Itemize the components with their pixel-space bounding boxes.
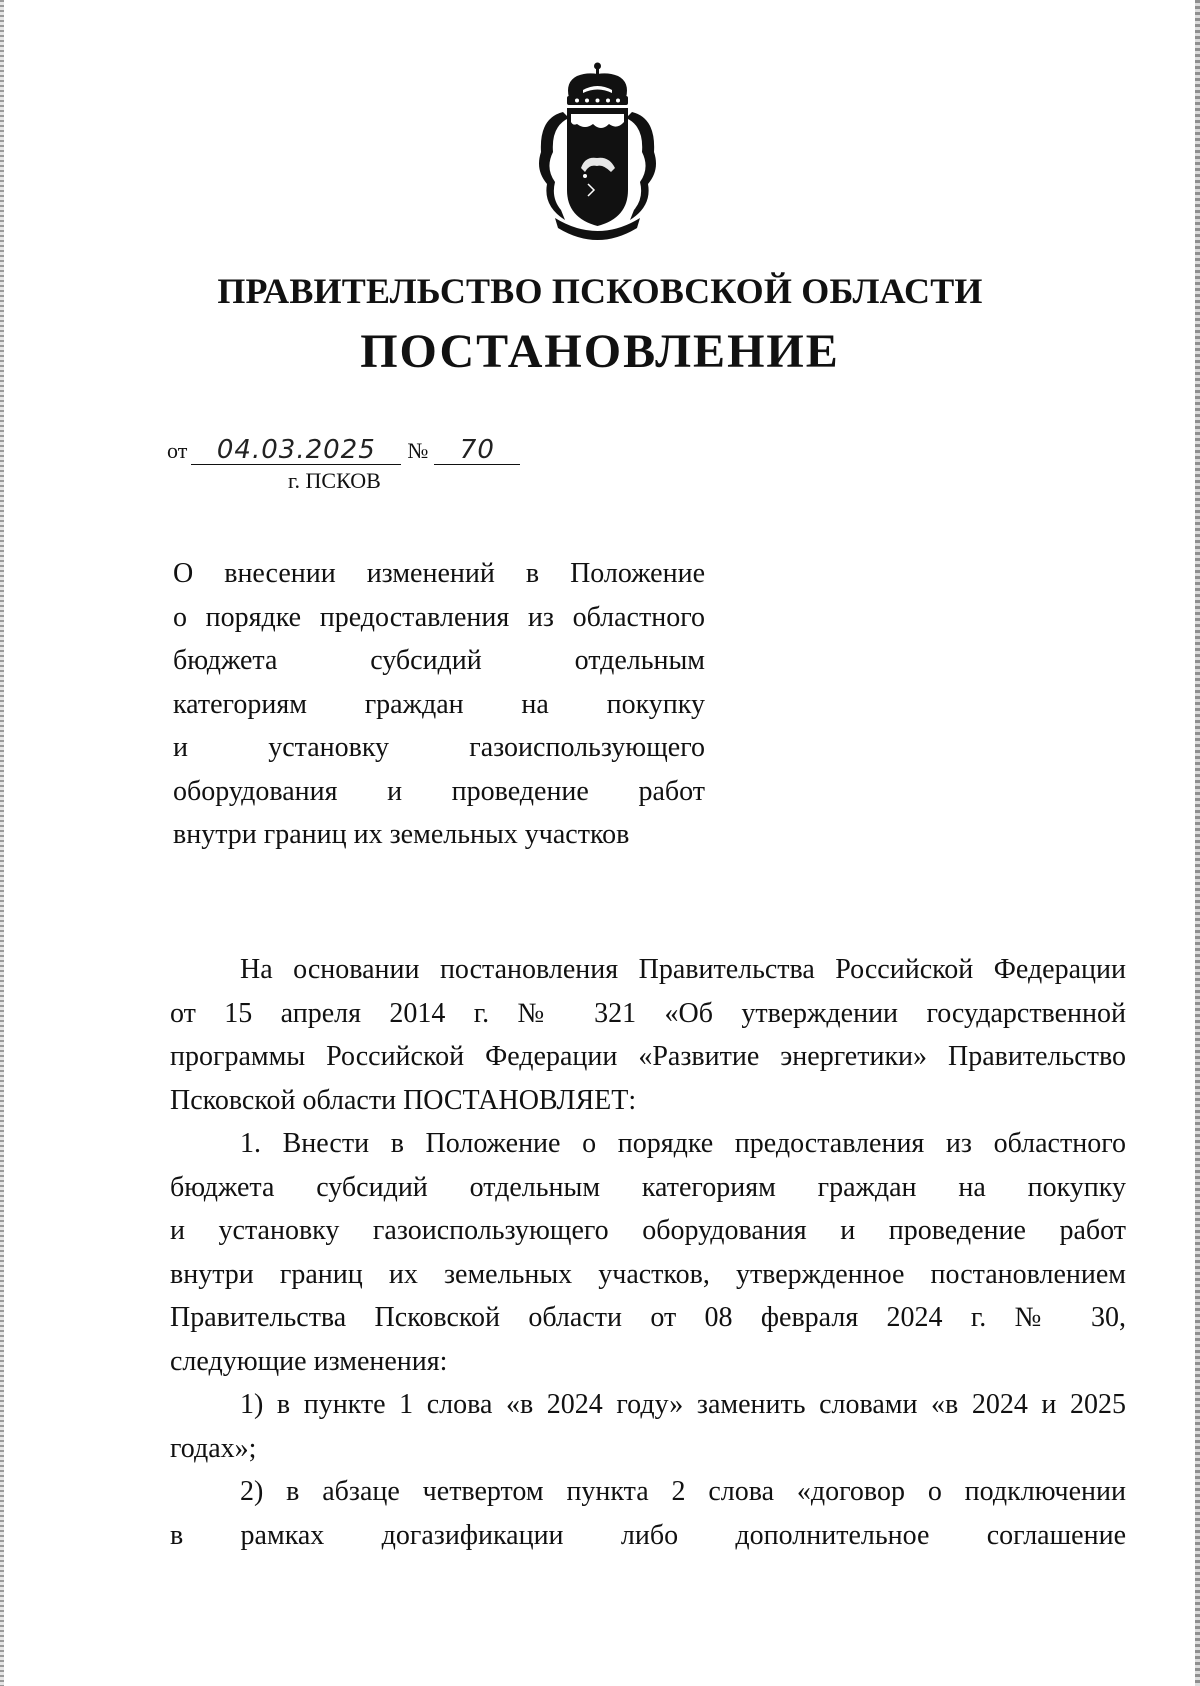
date-number-line	[167, 436, 520, 465]
coat-of-arms-emblem	[525, 60, 670, 240]
subject-line: оборудования и проведение работ	[173, 775, 705, 807]
body-line: Псковской области ПОСТАНОВЛЯЕТ:	[170, 1084, 637, 1116]
handwritten-date-field: 04.03.2025	[191, 436, 401, 465]
body-line: 1) в пункте 1 слова «в 2024 году» заменить словами «в 2024 и 2025	[240, 1389, 1126, 1420]
body-line: бюджета субсидий отдельным категориям граждан на покупку	[170, 1171, 1126, 1203]
subject-line: внутри границ их земельных участков	[173, 819, 630, 850]
body-line: программы Российской Федерации «Развитие энергетики» Правительство	[170, 1041, 1126, 1072]
subitem-2-paragraph	[170, 1470, 1126, 1557]
city-label: г. ПСКОВ	[288, 468, 381, 493]
organization-title: ПРАВИТЕЛЬСТВО ПСКОВСКОЙ ОБЛАСТИ	[217, 271, 983, 311]
body-line: внутри границ их земельных участков, утвержденное постановлением	[170, 1258, 1126, 1290]
item-1-paragraph	[170, 1122, 1126, 1383]
subitem-1-paragraph	[170, 1383, 1126, 1470]
body-line: следующие изменения:	[170, 1345, 448, 1377]
body-line: в рамках догазификации либо дополнительное соглашение	[170, 1519, 1126, 1551]
body-line: Правительства Псковской области от 08 февраля 2024 г. № 30,	[170, 1302, 1126, 1333]
body-line: 2) в абзаце четвертом пункта 2 слова «договор о подключении	[240, 1476, 1126, 1507]
body-line: На основании постановления Правительства Российской Федерации	[240, 954, 1126, 985]
subject-line: категориям граждан на покупку	[173, 688, 705, 720]
from-label: от	[167, 438, 188, 463]
subject-line: и установку газоиспользующего	[173, 732, 705, 763]
scan-edge-left	[0, 0, 4, 1686]
body-line: годах»;	[170, 1432, 257, 1464]
body-line: от 15 апреля 2014 г. № 321 «Об утверждении государственной	[170, 997, 1126, 1029]
scan-edge-right	[1195, 0, 1200, 1686]
document-body	[170, 948, 1126, 1557]
body-line: 1. Внести в Положение о порядке предоставления из областного	[240, 1128, 1126, 1159]
subject-block	[173, 552, 705, 857]
subject-line: О внесении изменений в Положение	[173, 558, 705, 589]
number-label: №	[407, 438, 429, 463]
subject-line: бюджета субсидий отдельным	[173, 645, 705, 676]
subject-line: о порядке предоставления из областного	[173, 601, 705, 633]
preamble-paragraph	[170, 948, 1126, 1122]
body-line: и установку газоиспользующего оборудования и проведение работ	[170, 1215, 1126, 1246]
document-type-title: ПОСТАНОВЛЕНИЕ	[360, 325, 840, 378]
handwritten-number-field: 70	[434, 436, 520, 465]
